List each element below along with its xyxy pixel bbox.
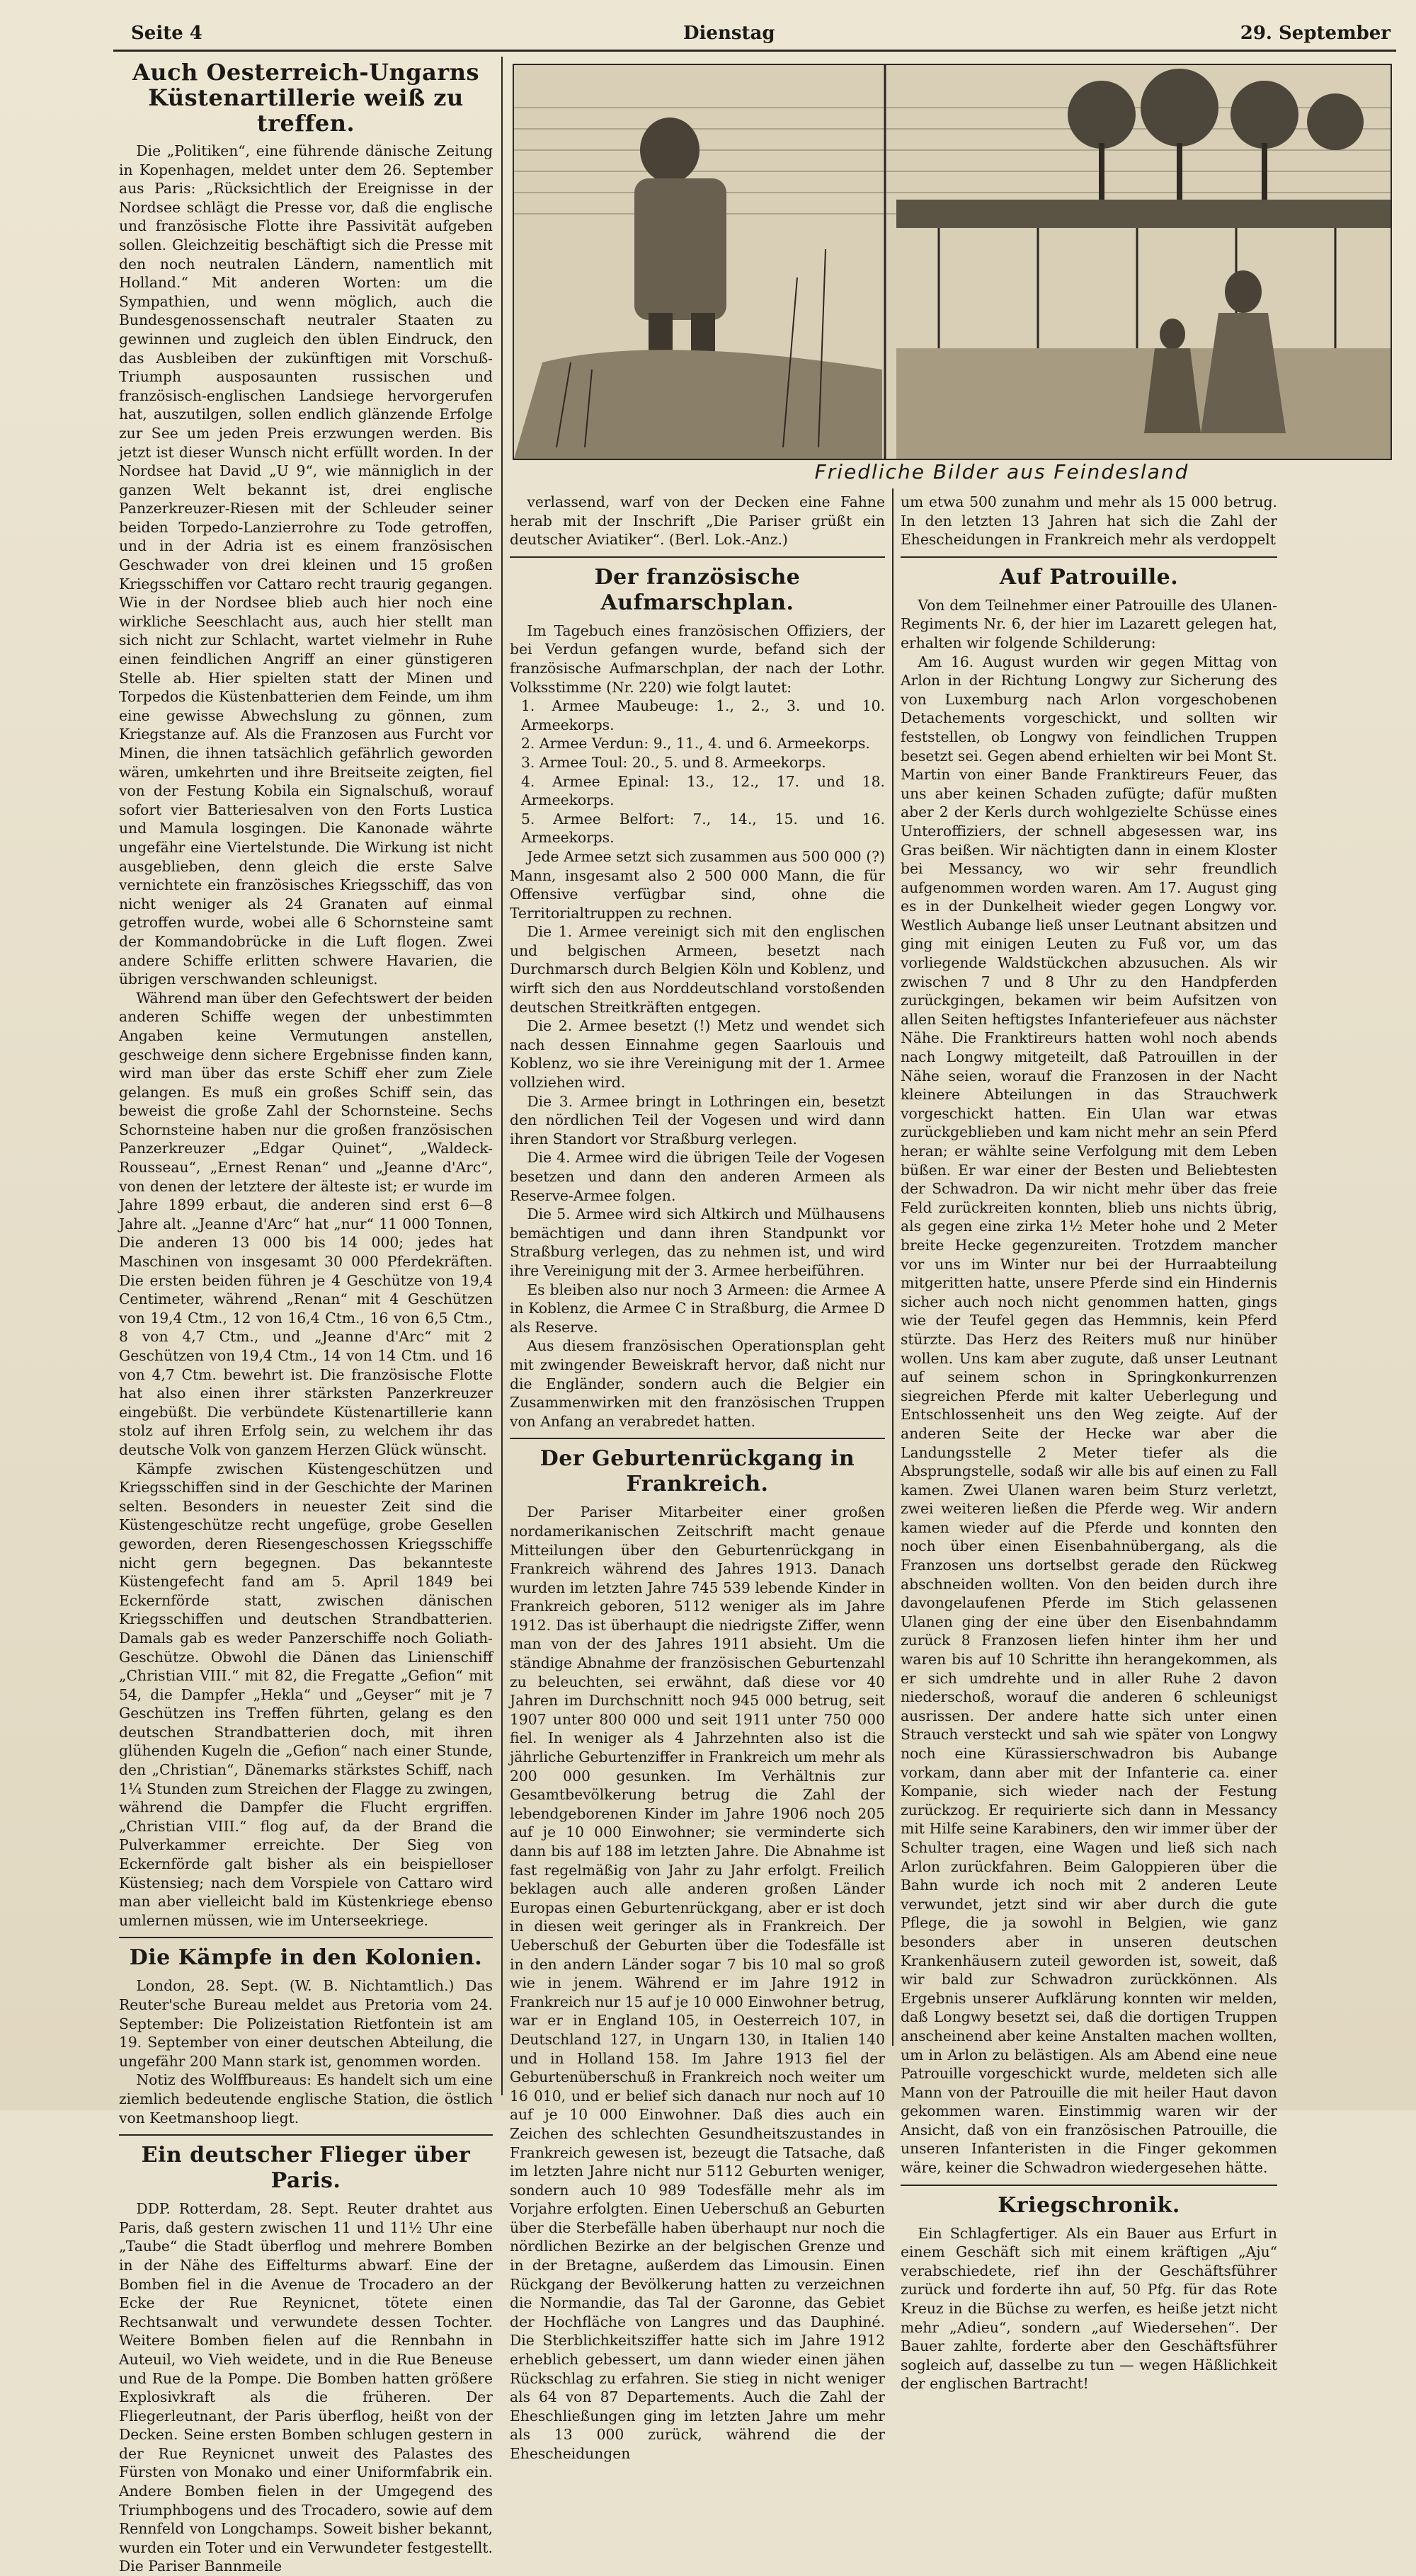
divider bbox=[510, 1438, 885, 1439]
page-number: Seite 4 bbox=[131, 23, 202, 44]
paragraph: Jede Armee setzt sich zusammen aus 500 000 (?) Mann, insgesamt also 2 500 000 Mann, die für Offensive verfügbar sind, ohne die Territorialtruppen zu rechnen. bbox=[510, 847, 885, 922]
paragraph: um etwa 500 zunahm und mehr als 15 000 betrug. In den letzten 13 Jahren hat sich die Zahl der Ehescheidungen in Frankreich mehr als verdoppelt bbox=[901, 493, 1277, 549]
headline-geburtenrueckgang: Der Geburtenrückgang in Frankreich. bbox=[539, 1446, 855, 1497]
paragraph: Der Pariser Mitarbeiter einer großen nordamerikanischen Zeitschrift macht genaue Mitteilungen über den Geburtenrückgang in Frankreich während des Jahres 1913. Danach wurden im letzten Jahre 745 539 lebende Kinder in Frankreich geboren, 5112 weniger als im Jahre 1912. Das ist überhaupt die niedrigste Ziffer, wenn man von der des Jahres 1911 absieht. Um die ständige Abnahme der französischen Geburtenzahl zu beleuchten, sei erwähnt, daß diese vor 40 Jahren im Durchschnitt noch 945 000 betrug, seit 1907 unter 800 000 und seit 1911 unter 750 000 fiel. In weniger als 4 Jahrzehnten also ist die jährliche Geburtenziffer in Frankreich um mehr als 200 000 gesunken. Im Verhältnis zur Gesamtbevölkerung betrug die Zahl der lebendgeborenen Kinder im Jahre 1906 noch 205 auf je 10 000 Einwohner; sie verminderte sich dann bis auf 188 im letzten Jahre. Die Abnahme ist fast regelmäßig von Jahr zu Jahr erfolgt. Freilich beklagen auch alle anderen großen Länder Europas einen Geburtenrückgang, aber er ist doch in diesen weit geringer als in Frankreich. Der Ueberschuß der Geburten über die Todesfälle ist in den andern Länder sogar 7 bis 10 mal so groß wie in jenem. Während er im Jahre 1912 in Frankreich nur 15 auf je 10 000 Einwohner betrug, war er in England 105, in Oesterreich 107, in Deutschland 127, in Ungarn 130, in Italien 140 und in Holland 158. Im Jahre 1913 fiel der Geburtenüberschuß in Frankreich noch weiter um 16 010, und er belief sich danach nur noch auf 10 auf je 10 000 Einwohner. Daß dies auch ein Zeichen des schlechten Gesundheitszustandes in Frankreich gewesen ist, bezeugt die Tatsache, daß im letzten Jahre nicht nur 5112 Geburten weniger, sondern auch 10 989 Todesfälle mehr als im Vorjahre erfolgten. Einen Ueberschuß an Geburten über die Sterbefälle haben überhaupt nur noch die nördlichen Bezirke an der belgischen Grenze und in der Bretagne, außerdem das Limousin. Einen Rückgang der Bevölkerung hatten zu verzeichnen die Normandie, das Tal der Garonne, das Gebiet der Hochfläche von Langres und das Dauphiné. Die Sterblichkeitsziffer hatte sich im Jahre 1912 erheblich gebessert, um dann wieder einen jähen Rückschlag zu erfahren. Sie stieg in nicht weniger als 64 von 87 Departements. Auch die Zahl der Eheschließungen ging im letzten Jahre um mehr als 13 000 zurück, während die der Ehescheidungen bbox=[510, 1504, 885, 2462]
illustration-drawing bbox=[514, 65, 1391, 459]
paragraph: Die 1. Armee vereinigt sich mit den englischen und belgischen Armeen, besetzt nach Durchmarsch durch Belgien Köln und Koblenz, und wirft sich den aus Norddeutschland vorstoßenden deutschen Streitkräften entgegen. bbox=[510, 923, 885, 1016]
list-item: 5. Armee Belfort: 7., 14., 15. und 16. Armeekorps. bbox=[521, 810, 885, 847]
paragraph: London, 28. Sept. (W. B. Nichtamtlich.) Das Reuter'sche Bureau meldet aus Pretoria vom 24. September: Die Polizeistation Rietfontein ist am 19. September von einer deutschen Abteilung, die ungefähr 200 Mann stark ist, genommen worden. bbox=[119, 1977, 493, 2070]
list-item: 3. Armee Toul: 20., 5. und 8. Armeekorps. bbox=[521, 753, 826, 771]
column-separator bbox=[892, 488, 893, 2046]
paragraph: Die 2. Armee besetzt (!) Metz und wendet sich nach dessen Einnahme gegen Saarlouis und Koblenz, wo sie ihre Vereinigung mit der 1. Armee vollziehen wird. bbox=[510, 1017, 885, 1092]
paragraph: Kämpfe zwischen Küstengeschützen und Kriegsschiffen sind in der Geschichte der Marinen selten. Besonders in neuester Zeit sind die Küstengeschütze recht ungefüge, grobe Gesellen geworden, deren Riesengeschossen Kriegsschiffe nicht gern begegnen. Das bekannteste Küstengefecht fand am 5. April 1849 bei Eckernförde statt, zwischen dänischen Kriegsschiffen und deutschen Strandbatterien. Damals gab es weder Panzerschiffe noch Goliath-Geschütze. Obwohl die Dänen das Linienschiff „Christian VIII.“ mit 82, die Fregatte „Gefion“ mit 54, die Dampfer „Hekla“ und „Geyser“ mit je 7 Geschützen ins Treffen führten, gelang es den deutschen Strandbatterien doch, mit ihren glühenden Kugeln die „Gefion“ nach einer Stunde, den „Christian“, Dänemarks stärkstes Schiff, nach 1¼ Stunden zum Streichen der Flagge zu zwingen, während die Dampfer die Flucht ergriffen. „Christian VIII.“ flog auf, da der Brand die Pulverkammer erreichte. Der Sieg von Eckernförde galt bisher als ein beispielloser Küstensieg; nach dem Vorspiele von Cattaro wird man aber vielleicht bald im Küstenkriege ebenso umlernen müssen, wie im Unterseekriege. bbox=[119, 1460, 493, 1929]
divider bbox=[901, 2185, 1277, 2186]
headline-kriegschronik: Kriegschronik. bbox=[998, 2192, 1180, 2218]
paragraph: DDP. Rotterdam, 28. Sept. Reuter drahtet aus Paris, daß gestern zwischen 11 und 11½ Uhr eine „Taube“ die Stadt überflog und mehrere Bomben in der Nähe des Eiffelturms abwarf. Eine der Bomben fiel in die Avenue de Trocadero an der Ecke der Rue Reynicnet, tötete einen Rechtsanwalt und verwundete dessen Tochter. Weitere Bomben fielen auf die Rennbahn in Auteuil, wo Vieh weidete, und in die Rue Beneuse und Rue de la Pompe. Die Bomben hatten größere Explosivkraft als die früheren. Der Fliegerleutnant, der Paris überflog, heißt von der Decken. Seine ersten Bomben schlugen gestern in der Rue Reynicnet unweit des Palastes des Fürsten von Monako und einer Uniformfabrik ein. Andere Bomben fielen in der Umgegend des Triumphbogens und des Trocadero, sowie auf dem Rennfeld von Longchamps. Soweit bisher bekannt, wurden ein Toter und ein Verwundeter festgestellt. Die Pariser Bannmeile bbox=[119, 2200, 493, 2575]
paragraph: Von dem Teilnehmer einer Patrouille des Ulanen-Regiments Nr. 6, der hier im Lazarett gelegen hat, erhalten wir folgende Schilderung: bbox=[901, 596, 1277, 651]
headline-aufmarschplan: Der französische Aufmarschplan. bbox=[594, 564, 801, 615]
headline-kuestenartillerie: Auch Oesterreich-Ungarns Küstenartillerie weiß zu treffen. bbox=[132, 59, 480, 137]
weekday: Dienstag bbox=[683, 23, 775, 44]
paragraph: Notiz des Wolffbureaus: Es handelt sich um eine ziemlich bedeutende englische Station, die östlich von Keetmanshoop liegt. bbox=[119, 2071, 493, 2126]
paragraph: Ein Schlagfertiger. Als ein Bauer aus Erfurt in einem Geschäft sich mit einem kräftigen „Aju“ verabschiedete, rief ihn der Geschäftsführer zurück und forderte ihn auf, 50 Pfg. für das Rote Kreuz in die Büchse zu werfen, es heiße jetzt nicht mehr „Adieu“, sondern „auf Wiedersehen“. Der Bauer zahlte, forderte aber den Geschäftsführer sogleich auf, dasselbe zu tun — wegen Häßlichkeit der englischen Bartracht! bbox=[901, 2224, 1277, 2393]
date: 29. September bbox=[1240, 23, 1391, 44]
paragraph: Die 4. Armee wird die übrigen Teile der Vogesen besetzen und dann den anderen Armeen als Reserve-Armee folgen. bbox=[510, 1149, 885, 1204]
page-header bbox=[0, 0, 1416, 51]
divider bbox=[119, 1937, 493, 1938]
list-item: 1. Armee Maubeuge: 1., 2., 3. und 10. Armeekorps. bbox=[521, 697, 885, 733]
illustration-caption: Friedliche Bilder aus Feindesland bbox=[814, 460, 1189, 483]
divider bbox=[901, 556, 1277, 558]
paragraph: Die 3. Armee bringt in Lothringen ein, besetzt den nördlichen Teil der Vogesen und wird dann ihren Standort vor Straßburg verlegen. bbox=[510, 1092, 885, 1147]
paragraph: Im Tagebuch eines französischen Offiziers, der bei Verdun gefangen wurde, befand sich der französische Aufmarschplan, der nach der Lothr. Volksstimme (Nr. 220) wie folgt lautet: bbox=[510, 622, 885, 696]
paragraph: Die 5. Armee wird sich Altkirch und Mülhausens bemächtigen und dann ihren Standpunkt vor Straßburg verlegen, das zu nehmen ist, und wird ihre Vereinigung mit der 3. Armee herbeiführen. bbox=[510, 1206, 885, 1279]
paragraph: verlassend, warf von der Decken eine Fahne herab mit der Inschrift „Die Pariser grüßt ein deutscher Aviatiker“. (Berl. Lok.-Anz.) bbox=[510, 493, 885, 549]
headline-kolonien: Die Kämpfe in den Kolonien. bbox=[129, 1945, 483, 1971]
column-separator bbox=[501, 57, 503, 2095]
headline-patrouille: Auf Patrouille. bbox=[999, 564, 1179, 590]
illustration bbox=[513, 64, 1392, 460]
paragraph: Während man über den Gefechtswert der beiden anderen Schiffe wegen der unbestimmten Angaben keine Vermutungen anstellen, geschweige denn sichere Ergebnisse finden kann, wird man über das erste Schiff eher zum Ziele gelangen. Es muß ein großes Schiff sein, das beweist die große Zahl der Schornsteine. Sechs Schornsteine haben nur die großen französischen Panzerkreuzer „Edgar Quinet“, „Waldeck-Rousseau“, „Ernest Renan“ und „Jeanne d'Arc“, von denen der letztere der älteste ist; er wurde im Jahre 1899 erbaut, die anderen sind erst 6—8 Jahre alt. „Jeanne d'Arc“ hat „nur“ 11 000 Tonnen, Die anderen 13 000 bis 14 000; jedes hat Maschinen von insgesamt 30 000 Pferdekräften. Die ersten beiden führen je 4 Geschütze von 19,4 Centimeter, während „Renan“ mit 4 Geschützen von 19,4 Ctm., 12 von 16,4 Ctm., 16 von 6,5 Ctm., 8 von 4,7 Ctm., und „Jeanne d'Arc“ mit 2 Geschützen von 19,4 Ctm., 14 von 14 Ctm. und 16 von 4,7 Ctm. bewehrt ist. Die französische Flotte hat also einen ihrer stärksten Panzerkreuzer eingebüßt. Die verbündete Küstenartillerie kann stolz auf ihren Erfolg sein, zu welchem ihr das deutsche Volk von ganzem Herzen Glück wünscht. bbox=[119, 989, 493, 1458]
paragraph: Die „Politiken“, eine führende dänische Zeitung in Kopenhagen, meldet unter dem 26. September aus Paris: „Rücksichtlich der Ereignisse in der Nordsee schlägt die Presse vor, daß die englische und französische Flotte ihre Passivität aufgeben sollen. Gleichzeitig beschäftigt sich die Presse mit den noch neutralen Ländern, namentlich mit Holland.“ Mit anderen Worten: um die Sympathien, und wenn möglich, auch die Bundesgenossenschaft neutraler Staaten zu gewinnen und zugleich den üblen Eindruck, den das Ausbleiben der zukünftigen mit Vorschuß-Triumph ausposaunten russischen und französisch-englischen Landsiege hervorgerufen hat, auszutilgen, sollen endlich glänzende Erfolge zur See um jeden Preis erzwungen werden. Bis jetzt ist dieser Wunsch nicht erfüllt worden. In der Nordsee hat David „U 9“, wie männiglich in der ganzen Welt bekannt ist, drei englische Panzerkreuzer-Riesen mit der Schleuder seiner beiden Torpedo-Lanzierrohre zu Tode getroffen, und in der Adria ist es einem französischen Geschwader von drei kleinen und 15 großen Kriegsschiffen vor Cattaro recht traurig gegangen. Wie in der Nordsee blieb auch hier noch eine wirkliche Seeschlacht aus, auch hier stellt man sich nicht zur Schlacht, wartet vielmehr in Ruhe einen feindlichen Angriff an einer günstigeren Stelle ab. Hier spielten statt der Minen und Torpedos die Küstenbatterien dem Feinde, um ihm eine gewisse Abwechslung zu gönnen, zum Kriegstanze auf. Als die Franzosen aus Furcht vor Minen, die ihnen tatsächlich gefährlich geworden wären, umkehrten und ihre Breitseite zeigten, fiel von der Festung Kobila ein Signalschuß, worauf sofort vier Batteriesalven von den Forts Lustica und Mamula losgingen. Die Kanonade währte ungefähr eine Viertelstunde. Die Wirkung ist nicht ausgeblieben, denn gleich die erste Salve vernichtete ein französisches Kriegsschiff, das von nicht weniger als 24 Granaten auf einmal getroffen wurde, wobei alle 6 Schornsteine samt der Kommandobrücke in die Luft flogen. Zwei andere Schiffe erlitten schwere Havarien, die übrigen verschwanden schleunigst. bbox=[119, 142, 493, 988]
divider bbox=[510, 556, 885, 558]
header-rule bbox=[113, 50, 1396, 52]
list-item: 2. Armee Verdun: 9., 11., 4. und 6. Armeekorps. bbox=[521, 735, 870, 752]
paragraph: Aus diesem französischen Operationsplan geht mit zwingender Beweiskraft hervor, daß nicht nur die Engländer, sondern auch die Belgier ein Zusammenwirken mit den französischen Truppen von Anfang an verabredet hatten. bbox=[510, 1337, 885, 1430]
list-item: 4. Armee Epinal: 13., 12., 17. und 18. Armeekorps. bbox=[521, 772, 885, 809]
column-3 bbox=[901, 493, 1277, 2393]
column-2 bbox=[510, 493, 885, 2462]
army-list bbox=[510, 697, 885, 847]
paragraph: Am 16. August wurden wir gegen Mittag von Arlon in der Richtung Longwy zur Sicherung des von Luxemburg nach Arlon vorgeschobenen Detachements vorgeschickt, und sollten wir feststellen, ob Longwy von feindlichen Truppen besetzt sei. Gegen abend erhielten wir bei Mont St. Martin von einer Bande Franktireurs Feuer, das uns aber keinen Schaden zufügte; dafür mußten aber 2 der Kerls durch wohlgezielte Schüsse eines Unteroffiziers, der schnell abgesessen war, ins Gras beißen. Wir nächtigten dann in einem Kloster bei Messancy, wo wir sehr freundlich aufgenommen worden waren. Am 17. August ging es in der Dunkelheit wieder gegen Longwy vor. Westlich Aubange ließ unser Leutnant absitzen und ging mit einigen Leuten zu Fuß vor, um das vorliegende Waldstückchen abzusuchen. Als wir zwischen 7 und 8 Uhr zu den Handpferden zurückgingen, bekamen wir beim Aufsitzen von allen Seiten heftigstes Infanteriefeuer aus nächster Nähe. Die Franktireurs hatten wohl noch abends nach Longwy mitgeteilt, daß Patrouillen in der Nähe seien, worauf die Franzosen in der Nacht kleinere Abteilungen in das Strauchwerk vorgeschickt hatten. Ein Ulan war etwas zurückgeblieben und kam nicht mehr an sein Pferd heran; er wählte seine Verfolgung mit dem Leben büßen. Er war einer der Besten und Beliebtesten der Schwadron. Da wir nicht mehr über das freie Feld zurückreiten konnten, blieb uns nichts übrig, als gegen eine zirka 1½ Meter hohe und 2 Meter breite Hecke gegenzureiten. Trotzdem mancher vor uns im Winter nur bei der Hurraabteilung mitgeritten hatte, unsere Pferde sind ein Hindernis sicher auch noch nicht genommen hatten, gings wie der Teufel gegen das Hemmnis, kein Pferd stürzte. Das Herz des Reiters muß nur hinüber wollen. Uns kam aber zugute, daß unser Leutnant auf seinem schon in Springkonkurrenzen siegreichen Pferde mit kalter Ueberlegung und Entschlossenheit uns den Weg zeigte. Auf der anderen Seite der Hecke war aber die Landungsstelle 2 Meter tiefer als die Absprungstelle, sodaß wir alle bis auf einen zu Fall kamen. Zwei Ulanen waren beim Sturz verletzt, zwei weiteren ließen die Pferde weg. Wir andern kamen wieder auf die Pferde und konnten den noch über einen Eisenbahnübergang, als die Franzosen uns dortselbst gerade den Rückweg abschneiden wollten. Von den beiden durch ihre davongelaufenen Pferde im Stich gelassenen Ulanen ging der eine über den Eisenbahndamm zurück 8 Franzosen liefen hinter ihm her und waren bis auf 10 Schritte ihn herangekommen, als er sich umdrehte und in aller Ruhe 2 davon niederschoß, worauf die anderen 6 schleunigst ausrissen. Der andere hatte sich unter einen Strauch versteckt und sah wie später von Longwy noch eine Kürassierschwadron bis Aubange vorkam, dann aber mit der Infanterie ca. einer Kompanie, sich wieder nach der Festung zurückzog. Er requirierte sich dann in Messancy mit Hilfe seine Karabiners, den wir immer über der Schulter tragen, eine Wagen und ließ sich nach Arlon zurückfahren. Beim Galoppieren über die Bahn wurde ich noch mit 2 anderen Leute verwundet, jetzt sind wir aber durch die gute Pflege, die ja sowohl in Belgien, wie ganz besonders aber in unseren deutschen Krankenhäusern zuteil geworden ist, soweit, daß wir bald zur Schwadron zurückkönnen. Als Ergebnis unserer Aufklärung konnten wir melden, daß Longwy besetzt sei, daß die dortigen Truppen anscheinend aber keine Anstalten machen wollten, um in Arlon zu belästigen. Als am Abend eine neue Patrouille vorgeschickt wurde, meldeten sich alle Mann von der Patrouille die mit heiler Haut davon gekommen waren. Einstimmig waren wir der Ansicht, daß von ein französischen Patrouille, die unseren Infanteristen in die Finger gekommen wäre, keiner die Schwadron wiedergesehen hätte. bbox=[901, 653, 1277, 2177]
column-1 bbox=[119, 55, 493, 2575]
paragraph: Es bleiben also nur noch 3 Armeen: die Armee A in Koblenz, die Armee C in Straßburg, die Armee D als Reserve. bbox=[510, 1281, 885, 1336]
divider bbox=[119, 2134, 493, 2136]
headline-flieger: Ein deutscher Flieger über Paris. bbox=[141, 2143, 471, 2194]
